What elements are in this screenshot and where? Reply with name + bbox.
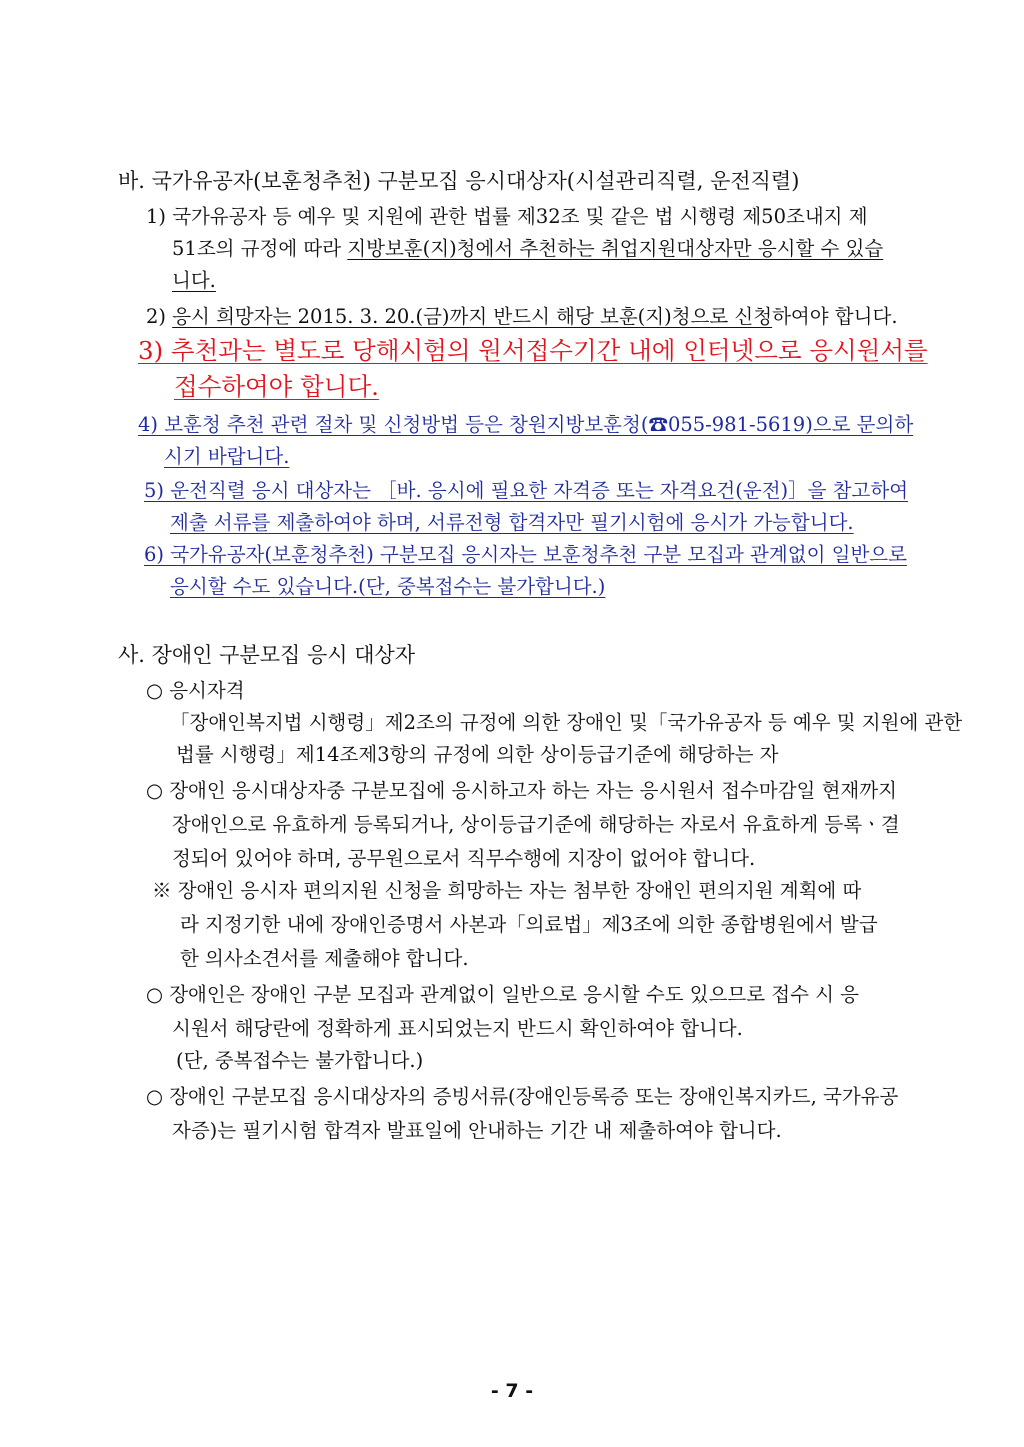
item-3-line-2: 접수하여야 합니다.: [174, 372, 379, 401]
note-line-2: 라 지정기한 내에 장애인증명서 사본과「의료법」제3조에 의한 종합병원에서 발급: [180, 913, 878, 936]
item-1-line-2-text: 51조의 규정에 따라: [172, 237, 348, 260]
note-line-3: 한 의사소견서를 제출해야 합니다.: [180, 947, 469, 970]
item-1-line-1: 1) 국가유공자 등 예우 및 지원에 관한 법률 제32조 및 같은 법 시행령 제50조내지 제: [146, 205, 868, 228]
item-2: [146, 304, 898, 332]
section-sa-heading: 사. 장애인 구분모집 응시 대상자: [118, 643, 416, 667]
item-2-number: 2): [146, 305, 173, 328]
item-1-line-2-underlined: 지방보훈(지)청에서 추천하는 취업지원대상자만 응시할 수 있습: [347, 237, 884, 260]
item-2-underlined: 응시 희망자는 2015. 3. 20.(금)까지 반드시 해당 보훈(지)청으로 신청: [172, 305, 773, 328]
item-6-line-1: 6) 국가유공자(보훈청추천) 구분모집 응시자는 보훈청추천 구분 모집과 관계없이 일반으로: [144, 543, 907, 566]
item-6-line-2: 응시할 수도 있습니다.(단, 중복접수는 불가합니다.): [170, 575, 606, 598]
item-1-line-2: [172, 236, 883, 264]
page-number: - 7 -: [490, 1380, 534, 1402]
bullet-4-line-1: ○ 장애인 구분모집 응시대상자의 증빙서류(장애인등록증 또는 장애인복지카드, 국가유공: [146, 1085, 899, 1108]
item-2-tail: 하여야 합니다.: [772, 305, 898, 328]
qualification-line-1: 「장애인복지법 시행령」제2조의 규정에 의한 장애인 및「국가유공자 등 예우 및 지원에 관한: [170, 711, 963, 734]
section-ba-heading: 바. 국가유공자(보훈청추천) 구분모집 응시대상자(시설관리직렬, 운전직렬): [118, 169, 800, 193]
item-5-line-1: 5) 운전직렬 응시 대상자는 ［바. 응시에 필요한 자격증 또는 자격요건(운전)］을 참고하여: [144, 479, 909, 502]
note-line-1: ※ 장애인 응시자 편의지원 신청을 희망하는 자는 첨부한 장애인 편의지원 계획에 따: [152, 879, 862, 902]
qualification-line-2: 법률 시행령」제14조제3항의 규정에 의한 상이등급기준에 해당하는 자: [176, 743, 779, 766]
bullet-2-line-1: ○ 장애인 응시대상자중 구분모집에 응시하고자 하는 자는 응시원서 접수마감일 현재까지: [146, 779, 897, 802]
item-4-line-2: 시기 바랍니다.: [164, 445, 290, 468]
bullet-3-line-1: ○ 장애인은 장애인 구분 모집과 관계없이 일반으로 응시할 수도 있으므로 접수 시 응: [146, 983, 860, 1006]
bullet-2-line-3: 정되어 있어야 하며, 공무원으로서 직무수행에 지장이 없어야 합니다.: [172, 847, 756, 870]
item-5-line-2: 제출 서류를 제출하여야 하며, 서류전형 합격자만 필기시험에 응시가 가능합니다.: [170, 511, 854, 534]
item-3-line-1: 3) 추천과는 별도로 당해시험의 원서접수기간 내에 인터넷으로 응시원서를: [138, 336, 928, 365]
bullet-2-line-2: 장애인으로 유효하게 등록되거나, 상이등급기준에 해당하는 자로서 유효하게 등록ㆍ결: [172, 813, 900, 836]
bullet-qualification: ○ 응시자격: [146, 679, 245, 702]
bullet-4-line-2: 자증)는 필기시험 합격자 발표일에 안내하는 기간 내 제출하여야 합니다.: [172, 1119, 782, 1142]
item-1-line-3: 니다.: [172, 269, 216, 292]
item-4-line-1: 4) 보훈청 추천 관련 절차 및 신청방법 등은 창원지방보훈청(☎055-981-5619)으로 문의하: [138, 413, 914, 436]
bullet-3-line-2: 시원서 해당란에 정확하게 표시되었는지 반드시 확인하여야 합니다.: [172, 1017, 743, 1040]
bullet-3-line-3: (단, 중복접수는 불가합니다.): [176, 1049, 424, 1072]
